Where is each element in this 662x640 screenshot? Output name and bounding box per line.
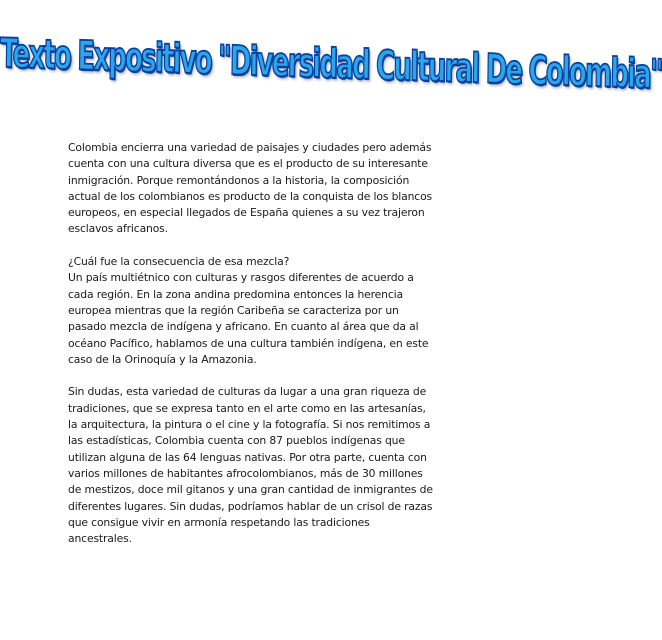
paragraph-intro: Colombia encierra una variedad de paisajes y ciudades pero además cuenta con una cultura diversa que es el producto de su interesante inmigración. Porque remontándonos a la historia, la composición actual de los colombianos es producto de la conquista de los blancos europeos, en especial llegados de España quienes a su vez trajeron esclavos africanos. — [68, 141, 433, 236]
title-container — [0, 31, 662, 99]
paragraph-regions: Un país multiétnico con culturas y rasgos diferentes de acuerdo a cada región. En la zona andina predomina entonces la herencia europea mientras que la región Caribeña se caracteriza por un pasado mezcla de indígena y africano. En cuanto al área que da al océano Pacífico, hablamos de una cultura también indígena, en este caso de la Orinoquía y la Amazonia. — [68, 271, 429, 366]
paragraph-question-block — [68, 254, 436, 368]
question-line: ¿Cuál fue la consecuencia de esa mezcla? — [68, 255, 290, 269]
document-body — [68, 140, 436, 547]
document-title: Texto Expositivo "Diversidad Cultural De Colombia" — [0, 31, 662, 99]
paragraph-diversity: Sin dudas, esta variedad de culturas da lugar a una gran riqueza de tradiciones, que se expresa tanto en el arte como en las artesanías, la arquitectura, la pintura o el cine y la fotografía. Si nos remitimos a las estadísticas, Colombia cuenta con 87 pueblos indígenas que utilizan alguna de las 64 lenguas nativas. Por otra parte, cuenta con varios millones de habitantes afrocolombianos, más de 30 millones de mestizos, doce mil gitanos y una gran cantidad de inmigrantes de diferentes lugares. Sin dudas, podríamos hablar de un crisol de razas que consigue vivir en armonía respetando las tradiciones ancestrales. — [68, 385, 433, 546]
